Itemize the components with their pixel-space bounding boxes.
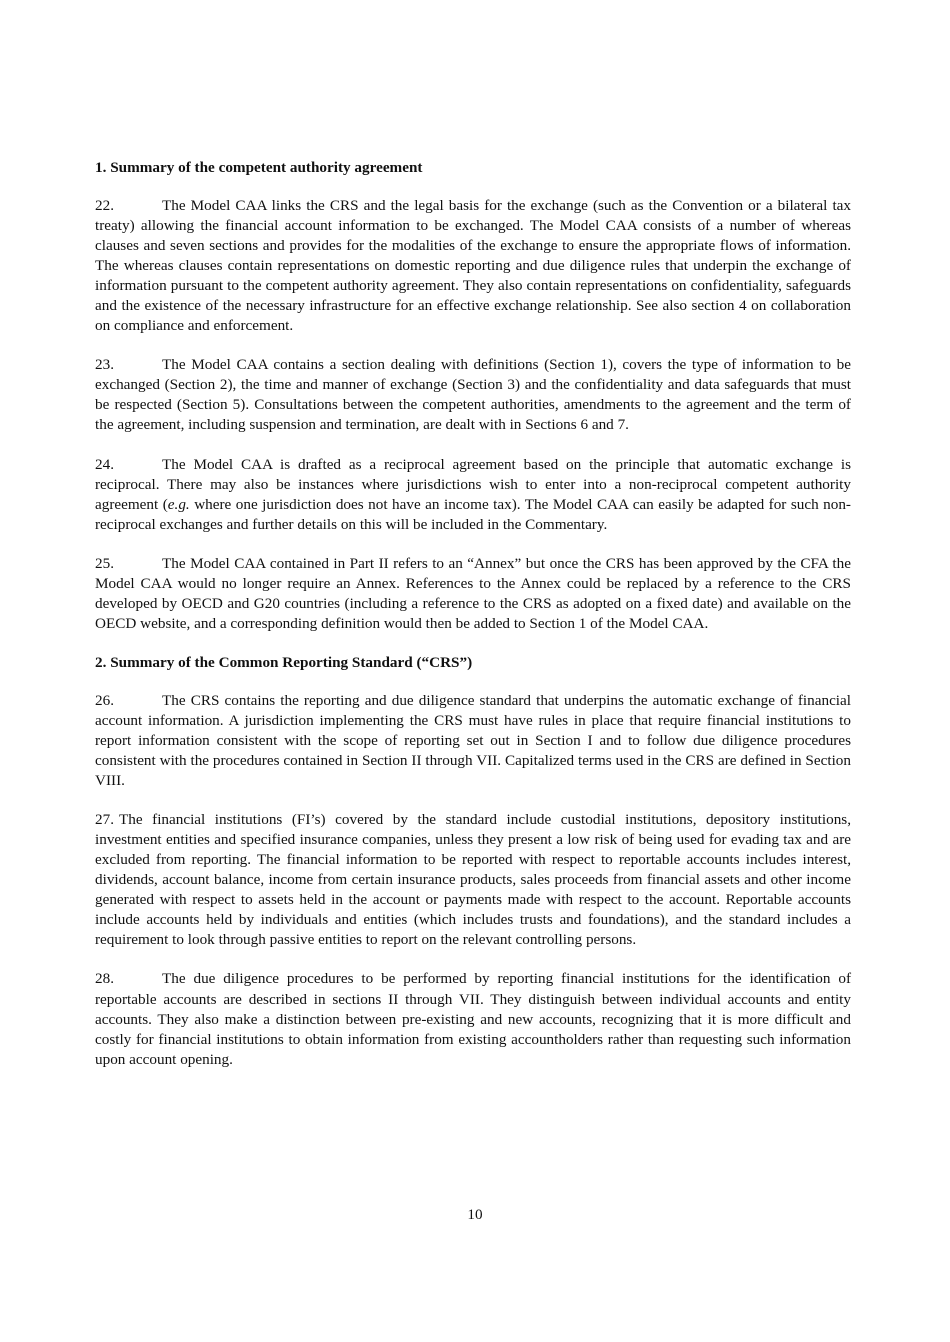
document-page — [95, 158, 851, 1089]
paragraph-27 — [95, 810, 851, 950]
paragraph-text: The Model CAA contains a section dealing with definitions (Section 1), covers the type of information to be exchanged (Section 2), the time and manner of exchange (Section 3) and the confidentiality and data safeguards that must be respected (Section 5). Consultations between the competent authorities, amendments to the agreement and the term of the agreement, including suspension and termination, are dealt with in Sections 6 and 7. — [95, 356, 851, 434]
paragraph-text: The CRS contains the reporting and due diligence standard that underpins the automatic exchange of financial account information. A jurisdiction implementing the CRS must have rules in place that require financial institutions to report information consistent with the scope of reporting set out in Section I and to follow due diligence procedures consistent with the procedures contained in Section II through VII. Capitalized terms used in the CRS are defined in Section VIII. — [95, 691, 851, 790]
paragraph-23 — [95, 355, 851, 435]
paragraph-number: 22. — [95, 197, 114, 214]
paragraph-28 — [95, 969, 851, 1069]
paragraph-24 — [95, 455, 851, 535]
page-number: 10 — [467, 1206, 483, 1223]
paragraph-25 — [95, 554, 851, 634]
paragraph-26 — [95, 691, 851, 791]
paragraph-text-italic: e.g. — [167, 495, 190, 513]
paragraph-number: 28. — [95, 970, 114, 988]
paragraph-22 — [95, 196, 851, 336]
paragraph-text: where one jurisdiction does not have an income tax). The Model CAA can easily be adapted for such non-reciprocal exchanges and further details on this will be included in the Commentary. — [95, 495, 851, 533]
paragraph-text: The Model CAA is drafted as a reciprocal agreement based on the principle that automatic exchange is reciprocal. There may also be instances where jurisdictions wish to enter into a non-reciprocal competent authority agreement ( — [95, 455, 851, 513]
paragraph-number: 23. — [95, 356, 114, 374]
paragraph-number: 26. — [95, 691, 114, 709]
section-heading-competent-authority-agreement: 1. Summary of the competent authority agreement — [95, 159, 423, 176]
paragraph-number: 24. — [95, 455, 114, 473]
section-heading-common-reporting-standard: 2. Summary of the Common Reporting Standard (“CRS”) — [95, 653, 473, 671]
paragraph-text: The financial institutions (FI’s) covered by the standard include custodial institutions, depository institutions, investment entities and specified insurance companies, unless they present a low risk of being used for evading tax and are excluded from reporting. The financial information to be reported with respect to reportable accounts includes interest, dividends, account balance, income from certain insurance products, sales proceeds from financial assets and other income generated with respect to assets held in the account or payments made with respect to the account. Reportable accounts include accounts held by individuals and entities (which includes trusts and foundations), and the standard includes a requirement to look through passive entities to report on the relevant controlling persons. — [95, 811, 851, 949]
paragraph-number: 27. — [95, 811, 114, 829]
paragraph-text: The Model CAA contained in Part II refers to an “Annex” but once the CRS has been approved by the CFA the Model CAA would no longer require an Annex. References to the Annex could be replaced by a reference to the CRS developed by OECD and G20 countries (including a reference to the CRS as adopted on a fixed date) and available on the OECD website, and a corresponding definition would then be added to Section 1 of the Model CAA. — [95, 554, 851, 632]
paragraph-text: The due diligence procedures to be performed by reporting financial institutions for the identification of reportable accounts are described in sections II through VII. They distinguish between individual accounts and entity accounts. They also make a distinction between pre-existing and new accounts, recognizing that it is more difficult and costly for financial institutions to obtain information from existing accountholders rather than requesting such information upon account opening. — [95, 970, 851, 1068]
paragraph-text: The Model CAA links the CRS and the legal basis for the exchange (such as the Convention or a bilateral tax treaty) allowing the financial account information to be exchanged. The Model CAA consists of a number of whereas clauses and seven sections and provides for the modalities of the exchange to ensure the appropriate flows of information. The whereas clauses contain representations on domestic reporting and due diligence rules that underpin the exchange of information pursuant to the competent authority agreement. They also contain representations on confidentiality, safeguards and the existence of the necessary infrastructure for an effective exchange relationship. See also section 4 on collaboration on compliance and enforcement. — [95, 197, 851, 335]
paragraph-number: 25. — [95, 554, 114, 572]
